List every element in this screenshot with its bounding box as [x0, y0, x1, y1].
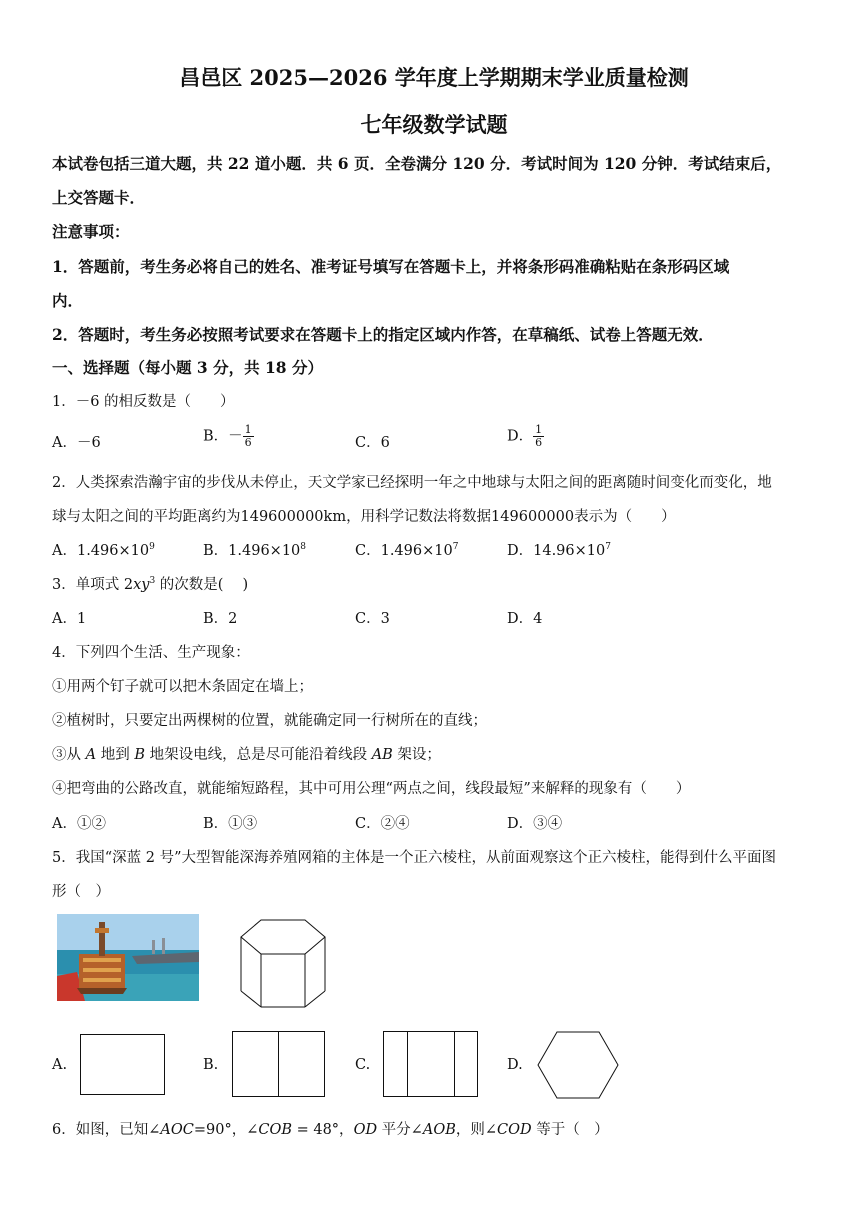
q4-item-3: ③从 A 地到 B 地架设电线，总是尽可能沿着线段 AB 架设；	[52, 747, 441, 763]
q1-option-b: B．－ $\frac{1}{6}$	[203, 423, 252, 449]
note-1a: 1．答题前，考生务必将自己的姓名、准考证号填写在答题卡上，并将条形码准确粘贴在条形码区域	[52, 257, 730, 276]
q2-option-b: B．$1.496\times 10^8$	[203, 542, 307, 559]
q2-option-a: A．$1.496\times 10^9$	[52, 542, 155, 559]
fish-farm-photo	[57, 914, 199, 1001]
q1-option-c: C．6	[355, 435, 390, 451]
q5-option-c-three-panel-rectangle	[383, 1031, 479, 1098]
q6-stem: 6．如图，已知∠AOC=90°，∠COB = 48°，OD 平分∠AOB，则∠COD 等于（ ）	[52, 1122, 609, 1138]
q3-option-a: A．1	[52, 611, 87, 627]
hexagonal-prism-figure	[238, 917, 328, 1009]
q1-option-d: D． $\frac{1}{6}$	[507, 423, 543, 449]
q4-item-4: ④把弯曲的公路改直，就能缩短路程，其中可用公理“两点之间，线段最短”来解释的现象有（ ）	[52, 781, 691, 797]
q5-option-c-label: C.	[355, 1057, 371, 1073]
exam-subtitle: 七年级数学试题	[360, 112, 508, 137]
q4-item-1: ①用两个钉子就可以把木条固定在墙上；	[52, 679, 313, 695]
q3-option-c: C．3	[355, 611, 390, 627]
note-1b: 内．	[52, 291, 84, 310]
q5-option-a-label: A.	[52, 1057, 68, 1073]
q3-option-d: D．4	[507, 611, 543, 627]
section-heading: 一、选择题（每小题 3 分，共 18 分）	[52, 358, 323, 377]
q5-option-d-hexagon	[536, 1030, 620, 1100]
q2-stem-2: 球与太阳之间的平均距离约为149600000km，用科学记数法将数据149600000表示为（ ）	[52, 509, 676, 525]
q5-option-a-rectangle	[80, 1034, 166, 1096]
q5-stem-2: 形（ ）	[52, 884, 110, 900]
q2-option-c: C．$1.496\times 10^7$	[355, 542, 459, 559]
q2-stem-1: 2．人类探索浩瀚宇宙的步伐从未停止，天文学家已经探明一年之中地球与太阳之间的距离随时间变化而变化，地	[52, 475, 772, 491]
q4-item-2: ②植树时，只要定出两棵树的位置，就能确定同一行树所在的直线；	[52, 713, 487, 729]
intro-line-2: 上交答题卡．	[52, 188, 146, 207]
q1-option-a: A．－6	[52, 435, 101, 451]
q5-option-d-label: D.	[507, 1057, 523, 1073]
intro-line-1: 本试卷包括三道大题，共 22 道小题．共 6 页．全卷满分 120 分．考试时间为 120 分钟．考试结束后，	[52, 154, 782, 173]
q3-stem: 3．单项式 $2xy^3$ 的次数是( )	[52, 576, 249, 593]
q5-stem-1: 5．我国“深蓝 2 号”大型智能深海养殖网箱的主体是一个正六棱柱，从前面观察这个正六棱柱，能得到什么平面图	[52, 850, 776, 866]
q4-option-a: A．①②	[52, 816, 106, 832]
q1-stem: 1．－6 的相反数是（ ）	[52, 394, 235, 410]
q4-option-d: D．③④	[507, 816, 563, 832]
q3-option-b: B．2	[203, 611, 238, 627]
note-2: 2．答题时，考生务必按照考试要求在答题卡上的指定区域内作答，在草稿纸、试卷上答题无效．	[52, 325, 714, 344]
q5-option-b-label: B.	[203, 1057, 219, 1073]
q5-option-b-two-panel-rectangle	[232, 1031, 326, 1098]
notes-heading: 注意事项：	[52, 222, 130, 241]
q4-option-c: C．②④	[355, 816, 410, 832]
q4-option-b: B．①③	[203, 816, 258, 832]
exam-title: 昌邑区 2025—2026 学年度上学期期末学业质量检测	[179, 65, 689, 90]
q4-stem: 4．下列四个生活、生产现象：	[52, 645, 250, 661]
q2-option-d: D．$14.96\times 10^7$	[507, 542, 611, 559]
